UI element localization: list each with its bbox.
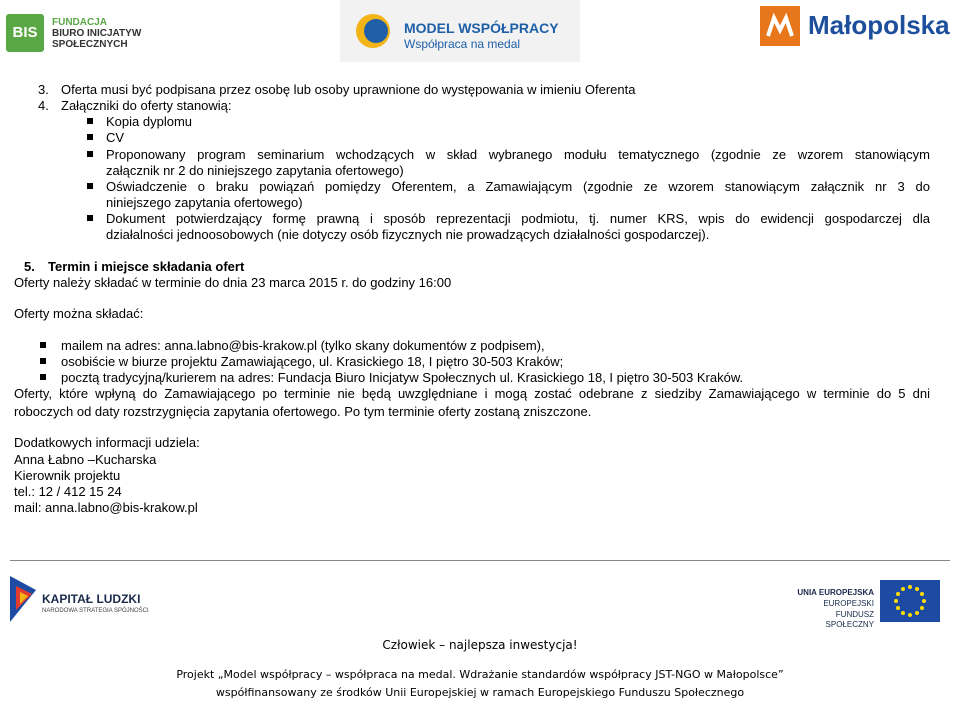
attachment-item-continuation: niniejszego zapytania ofertowego) [106,195,303,210]
malopolska-name: Małopolska [808,10,950,40]
kapital-ludzki-emblem-icon [10,576,36,622]
footer [0,560,960,702]
attachment-item: Dokument potwierdzający formę prawną i sposób reprezentacji podmiotu, tj. numer KRS, wpis do ewidencji gospodarczej dla [106,211,930,226]
footer-slogan: Człowiek – najlepsza inwestycja! [382,638,578,652]
contact-name: Anna Łabno –Kucharska [14,452,157,467]
attachment-item: Proponowany program seminarium wchodzących w skład wybranego modułu tematycznego (zgodnie ze wzorem stanowiącym [106,147,930,162]
bullet-icon [40,342,46,348]
footer-cofinance-line: współfinansowany ze środków Unii Europejskiej w ramach Europejskiego Funduszu Społecznego [215,686,745,699]
late-offers-text: Oferty, które wpłyną do Zamawiającego po terminie nie będą uwzględniane i mogą zostać odebrane z siedziby Zamawiającego w terminie do 5 dni [14,386,930,401]
methods-heading: Oferty można składać: [14,306,144,321]
late-offers-text-continuation: roboczych od daty rozstrzygnięcia zapytania ofertowego. Po tym terminie oferty zostaną zniszczone. [14,404,592,419]
bullet-icon [87,183,93,189]
eu-flag-icon [880,580,940,622]
footer-project-line: Projekt „Model współpracy – współpraca na medal. Wdrażanie standardów współpracy JST-NGO w Małopolsce” [176,668,784,681]
eu-text-line2: EUROPEJSKI [823,599,874,608]
attachment-item: CV [106,130,125,145]
eu-text-line3: FUNDUSZ SPOŁECZNY [825,610,874,629]
model-subtitle: Współpraca na medal [404,37,521,51]
bullet-icon [87,118,93,124]
bis-logo-line3: SPOŁECZNYCH [52,39,128,50]
contact-email[interactable]: mail: anna.labno@bis-krakow.pl [14,500,198,515]
bullet-icon [87,134,93,140]
section-5-number: 5. [24,259,35,274]
bullet-icon [87,215,93,221]
submission-method: osobiście w biurze projektu Zamawiającego, ul. Krasickiego 18, I piętro 30-503 Kraków; [61,354,564,369]
model-title: MODEL WSPÓŁPRACY [404,20,559,36]
submission-method: mailem na adres: anna.labno@bis-krakow.pl (tylko skany dokumentów z podpisem), [61,338,545,353]
eu-text-line1: UNIA EUROPEJSKA [797,588,874,597]
bullet-icon [40,374,46,380]
contact-role: Kierownik projektu [14,468,121,483]
bullet-icon [87,151,93,157]
attachment-item: Kopia dyplomu [106,114,192,129]
list-item-3-text: Oferta musi być podpisana przez osobę lub osoby uprawnione do występowania w imieniu Oferenta [61,82,636,97]
footer-divider [10,560,950,561]
attachment-item: Oświadczenie o braku powiązań pomiędzy Oferentem, a Zamawiającym (zgodnie ze wzorem stanowiącym załącznik nr 3 do [106,179,930,194]
section-5-title: Termin i miejsce składania ofert [48,259,245,274]
list-item-4-text: Załączniki do oferty stanowią: [61,98,232,113]
bis-logo-line2: BIURO INICJATYW [52,28,142,39]
bis-logo-line1: FUNDACJA [52,17,107,28]
bis-logo-badge: BIS [6,14,44,52]
submission-method: pocztą tradycyjną/kurierem na adres: Fundacja Biuro Inicjatyw Społecznych ul. Krasickiego 18, I piętro 30-503 Kraków. [61,370,744,385]
list-number-4: 4. [38,98,49,113]
kapital-ludzki-title: KAPITAŁ LUDZKI [42,592,141,606]
attachment-item-continuation: działalności jednoosobowych (nie dotyczy osób fizycznych nie prowadzących działalności gospodarczej). [106,227,710,242]
kapital-ludzki-subtitle: NARODOWA STRATEGIA SPÓJNOŚCI [42,608,149,614]
list-number-3: 3. [38,82,49,97]
kapital-ludzki-logo [10,576,180,626]
eu-logo [780,570,952,632]
attachment-item-continuation: załącznik nr 2 do niniejszego zapytania ofertowego) [106,163,404,178]
contact-phone: tel.: 12 / 412 15 24 [14,484,122,499]
deadline-text: Oferty należy składać w terminie do dnia 23 marca 2015 r. do godziny 16:00 [14,275,452,290]
contact-heading: Dodatkowych informacji udziela: [14,435,200,450]
bullet-icon [40,358,46,364]
